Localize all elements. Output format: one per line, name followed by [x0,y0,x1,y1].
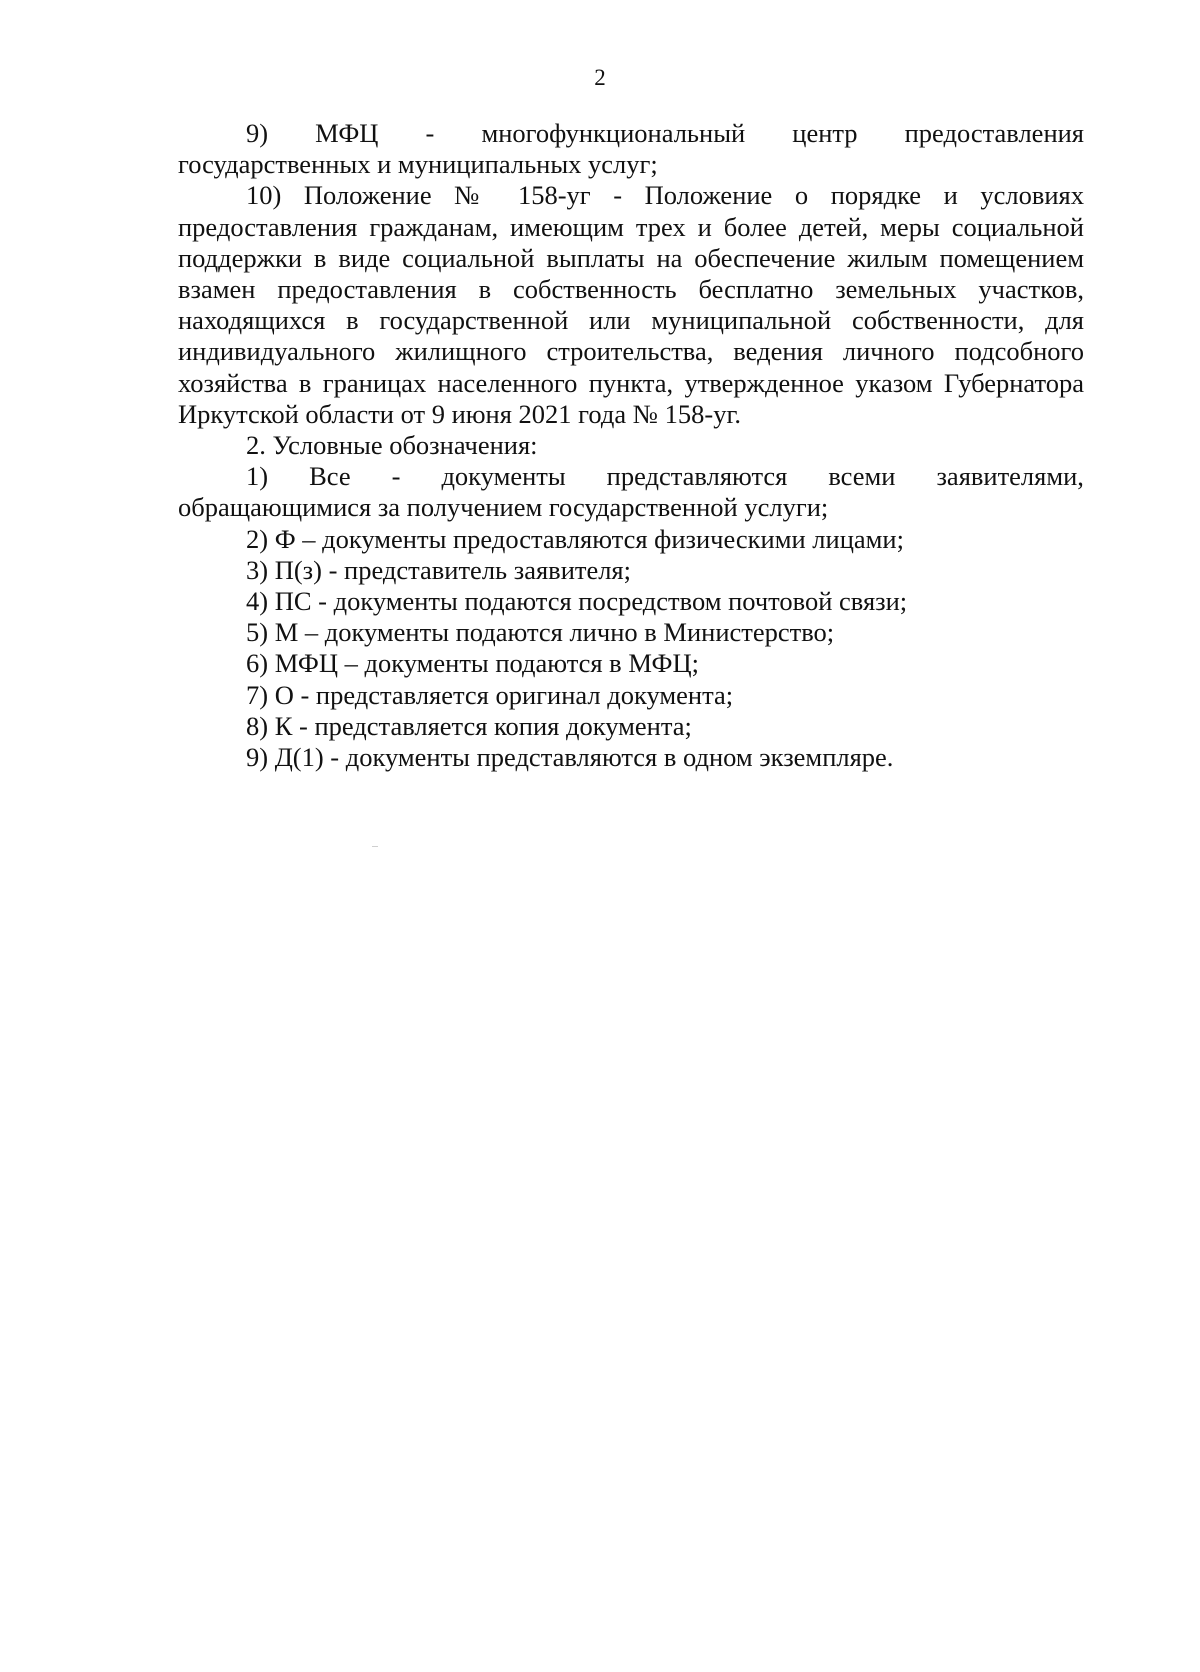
word: 9) [246,118,269,148]
section-heading: 2. Условные обозначения: [246,430,538,461]
symbol-item: 9) Д(1) - документы представляются в одном экземпляре. [246,742,894,773]
word: многофункциональный [481,118,746,148]
word: Все [309,461,351,492]
symbol-item: 2) Ф – документы предоставляются физическими лицами; [246,523,904,554]
definition-mfc-continuation: государственных и муниципальных услуг; [178,149,658,180]
symbol-item: 5) М – документы подаются лично в Министерство; [246,617,835,648]
word: всеми [828,461,896,492]
document-body [178,118,1084,773]
word: предоставления [904,118,1084,148]
symbol-all-line [178,461,1084,492]
word: заявителями, [936,461,1084,492]
word: 1) [246,461,269,492]
symbol-item: 3) П(з) - представитель заявителя; [246,554,631,585]
word: МФЦ [315,118,379,148]
symbol-item: 4) ПС - документы подаются посредством почтовой связи; [246,586,908,617]
symbol-item: 7) О - представляется оригинал документа; [246,679,734,710]
scan-artifact [372,846,378,847]
page-number: 2 [594,65,606,90]
word: - [391,461,401,492]
word: документы [441,461,566,492]
symbol-item: 6) МФЦ – документы подаются в МФЦ; [246,648,699,679]
definition-regulation-158: 10) Положение № 158-уг - Положение о порядке и условиях предоставления гражданам, имеющим трех и более детей, меры социальной поддержки в виде социальной выплаты на обеспечение жилым помещением взамен предоставления в собственность бесплатно земельных участков, находящихся в государственной или муниципальной собственности, для индивидуального жилищного строительства, ведения личного подсобного хозяйства в границах населенного пункта, утвержденное указом Губернатора Иркутской области от 9 июня 2021 года № 158-уг. [178,180,1084,429]
word: центр [792,118,858,148]
word: - [425,118,435,148]
definition-mfc-line [178,118,1084,149]
word: представляются [606,461,788,492]
symbol-all-continuation: обращающимися за получением государственной услуги; [178,492,829,523]
symbol-item: 8) К - представляется копия документа; [246,710,692,741]
